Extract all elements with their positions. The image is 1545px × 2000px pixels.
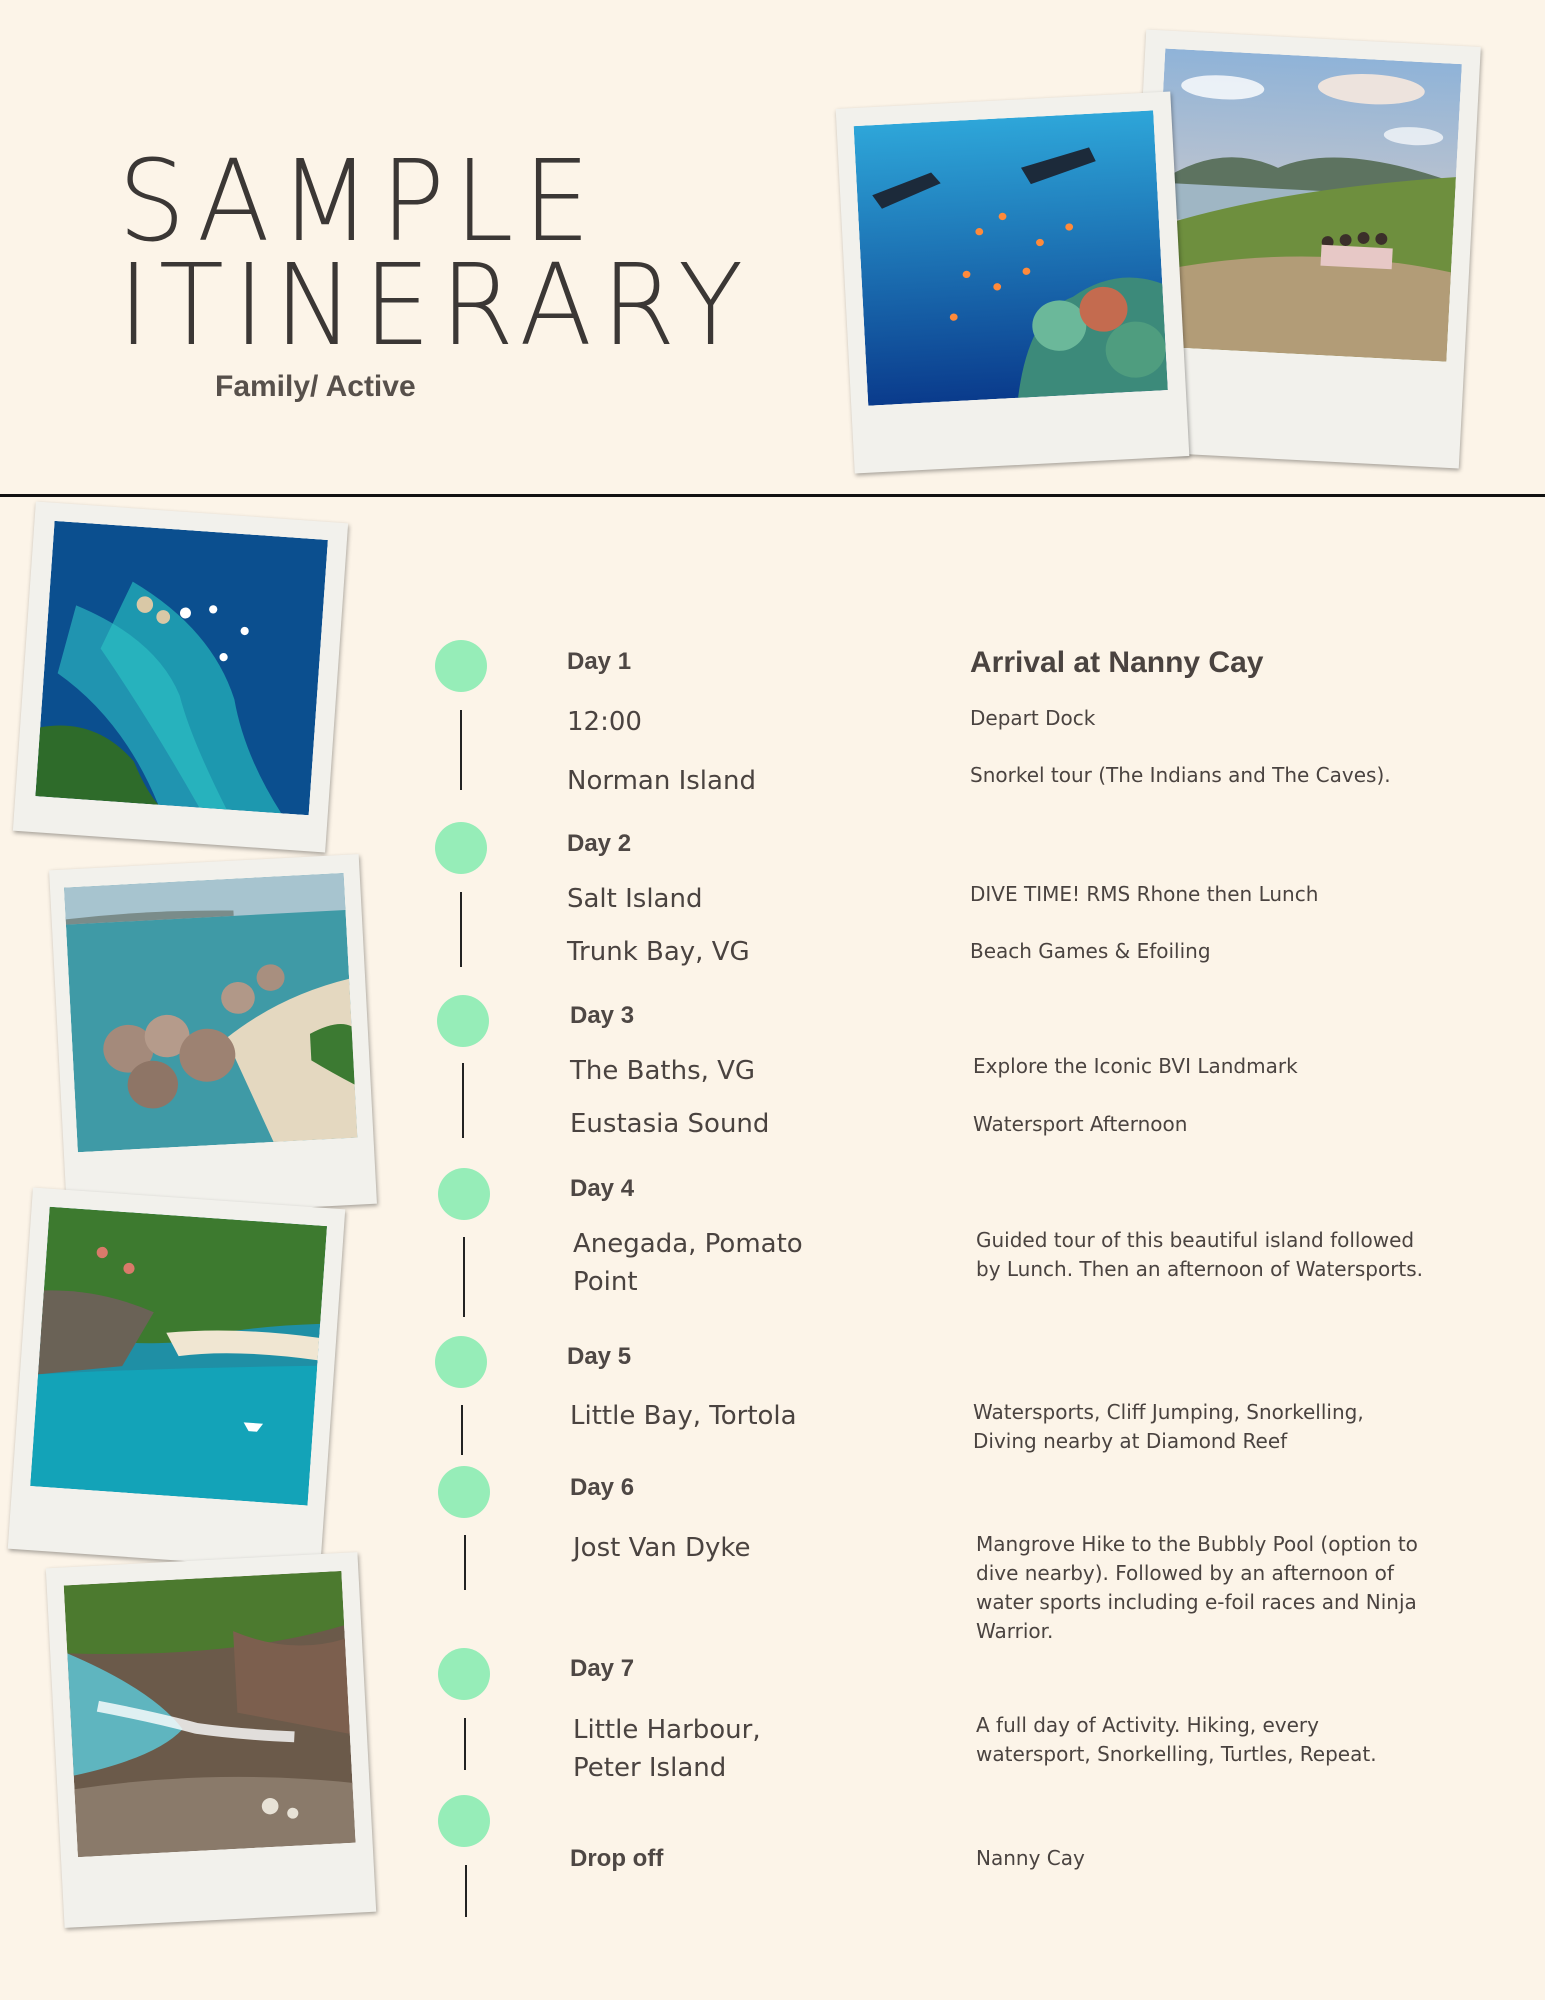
reef-aerial-image <box>35 521 328 815</box>
day-place: Little Bay, Tortola <box>570 1401 797 1431</box>
timeline-connector <box>462 1063 464 1138</box>
page-subtitle: Family/ Active <box>215 370 416 403</box>
arrival-heading: Arrival at Nanny Cay <box>970 646 1264 679</box>
timeline-connector <box>464 1718 466 1770</box>
timeline-dot-day-7 <box>438 1648 490 1700</box>
cove-image <box>30 1207 327 1506</box>
day-activity: Guided tour of this beautiful island followed by Lunch. Then an afternoon of Watersports. <box>976 1228 1424 1281</box>
day-label: Day 1 <box>567 648 632 675</box>
day-place: Jost Van Dyke <box>573 1533 751 1563</box>
timeline-dot-day-1 <box>435 640 487 692</box>
day-place: Trunk Bay, VG <box>567 937 750 967</box>
header-divider <box>0 494 1545 497</box>
timeline-connector <box>460 710 462 790</box>
day-place: Little Harbour, Peter Island <box>573 1715 761 1783</box>
day-label: Drop off <box>570 1845 664 1872</box>
day-place: Anegada, Pomato Point <box>573 1229 803 1297</box>
timeline-connector <box>464 1535 466 1590</box>
page-title <box>118 137 753 371</box>
day-place: Norman Island <box>567 766 756 796</box>
baths-image <box>64 873 357 1152</box>
day-label: Day 2 <box>567 830 632 857</box>
day-label: Day 6 <box>570 1474 635 1501</box>
timeline-dot-drop-off <box>438 1795 490 1847</box>
title-line-2: ITINERARY <box>118 241 753 371</box>
pool-image <box>64 1571 356 1857</box>
day-activity: Explore the Iconic BVI Landmark <box>973 1054 1298 1078</box>
photo-diving <box>836 91 1190 473</box>
diving-image <box>854 110 1168 405</box>
day-label: Day 3 <box>570 1002 635 1029</box>
timeline-connector <box>461 1405 463 1455</box>
timeline-connector <box>460 892 462 967</box>
timeline-dot-day-6 <box>438 1466 490 1518</box>
photo-cove <box>8 1188 345 1571</box>
day-label: Day 7 <box>570 1655 635 1682</box>
day-activity: A full day of Activity. Hiking, every watersport, Snorkelling, Turtles, Repeat. <box>976 1713 1377 1766</box>
timeline-connector <box>465 1865 467 1917</box>
day-activity: Snorkel tour (The Indians and The Caves). <box>970 763 1391 787</box>
day-place: Eustasia Sound <box>570 1109 770 1139</box>
timeline-dot-day-3 <box>437 995 489 1047</box>
day-activity: Mangrove Hike to the Bubbly Pool (option to dive nearby). Followed by an afternoon of water sports including e-foil races and Ninja Warrior. <box>976 1532 1418 1643</box>
day-activity: Watersport Afternoon <box>973 1112 1188 1136</box>
timeline-dot-day-4 <box>438 1168 490 1220</box>
day-label: Day 4 <box>570 1175 635 1202</box>
title-line-1: SAMPLE <box>118 137 600 267</box>
day-activity: Watersports, Cliff Jumping, Snorkelling, Diving nearby at Diamond Reef <box>973 1400 1364 1453</box>
photo-baths <box>49 854 377 1220</box>
day-activity: DIVE TIME! RMS Rhone then Lunch <box>970 882 1319 906</box>
day-place: Salt Island <box>567 884 703 914</box>
day-label: Day 5 <box>567 1343 632 1370</box>
hike-image <box>1150 49 1462 362</box>
timeline-dot-day-2 <box>435 822 487 874</box>
day-place: The Baths, VG <box>570 1056 756 1086</box>
timeline-dot-day-5 <box>435 1336 487 1388</box>
photo-reef-aerial <box>13 501 348 852</box>
day-activity: Beach Games & Efoiling <box>970 939 1211 963</box>
day-activity: Nanny Cay <box>976 1846 1085 1870</box>
photo-pool <box>46 1552 376 1928</box>
day-activity: Depart Dock <box>970 706 1096 730</box>
timeline-connector <box>463 1237 465 1317</box>
day-place: 12:00 <box>567 707 642 737</box>
